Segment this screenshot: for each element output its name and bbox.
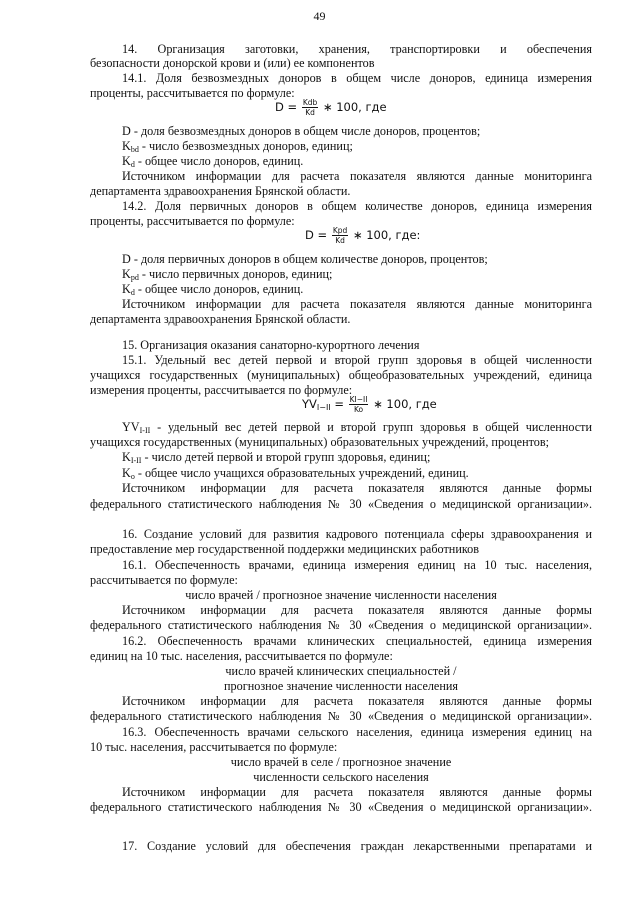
- definition-line: $K_{pd}$ - число первичных доноров, единиц;: [122, 267, 333, 282]
- item-15-1-heading: 15.1. Удельный вес детей первой и второй групп здоровья в общей численности: [122, 353, 592, 367]
- text-line: проценты, рассчитывается по формуле:: [90, 214, 295, 228]
- text-line: единиц на 10 тыс. населения, рассчитывается по формуле:: [90, 649, 393, 663]
- formula-16-2-line1: число врачей клинических специальностей /: [225, 664, 457, 678]
- source-line: Источником информации для расчета показателя являются данные формы: [122, 785, 592, 799]
- section-15-heading: 15. Организация оказания санаторно-курортного лечения: [122, 338, 420, 352]
- item-16-3-heading: 16.3. Обеспеченность врачами сельского населения, единица измерения единиц на: [122, 725, 592, 739]
- definition-line: $K_{I-II}$ - число детей первой и второй групп здоровья, единиц;: [122, 450, 431, 465]
- text-line: департамента здравоохранения Брянской области.: [90, 184, 351, 198]
- definition-line: D - доля безвозмездных доноров в общем числе доноров, процентов;: [122, 124, 481, 138]
- formula-14-1: D = $\frac{\text{Kdb}}{Kd}$ ∗ 100, где: [275, 98, 387, 117]
- item-14-2-heading: 14.2. Доля первичных доноров в общем количестве доноров, единица измерения: [122, 199, 592, 213]
- text-line: рассчитывается по формуле:: [90, 573, 238, 587]
- section-14-heading: 14. Организация заготовки, хранения, транспортировки и обеспечения: [122, 42, 592, 56]
- formula-16-1: число врачей / прогнозное значение численности населения: [185, 588, 497, 602]
- definition-line: $YV_{I-II}$ - удельный вес детей первой и второй групп здоровья в общей численности: [122, 420, 592, 435]
- item-16-2-heading: 16.2. Обеспеченность врачами клинических специальностей, единица измерения: [122, 634, 592, 648]
- source-line: Источником информации для расчета показателя являются данные формы: [122, 603, 592, 617]
- source-line: Источником информации для расчета показателя являются данные мониторинга: [122, 297, 592, 311]
- page-number: 49: [313, 9, 326, 23]
- text-line: безопасности донорской крови и (или) ее компонентов: [90, 56, 375, 70]
- text-line: федерального статистического наблюдения № 30 «Сведения о медицинской организации».: [90, 618, 592, 632]
- text-line: учащихся государственных (муниципальных) общеобразовательных учреждений, единица: [90, 368, 592, 382]
- formula-14-2: D = $\frac{\text{Kpd}}{Kd}$ ∗ 100, где:: [305, 226, 421, 245]
- definition-line: $K_d$ - общее число доноров, единиц.: [122, 154, 304, 169]
- text-line: учащихся государственных (муниципальных) образовательных учреждений, процентов;: [90, 435, 549, 449]
- text-line: департамента здравоохранения Брянской области.: [90, 312, 351, 326]
- item-16-1-heading: 16.1. Обеспеченность врачами, единица измерения единиц на 10 тыс. населения,: [122, 558, 592, 572]
- formula-16-3-line1: число врачей в селе / прогнозное значение: [230, 755, 452, 769]
- definition-line: $K_{bd}$ - число безвозмездных доноров, единиц;: [122, 139, 353, 154]
- formula-16-3-line2: численности сельского населения: [253, 770, 429, 784]
- text-line: федерального статистического наблюдения № 30 «Сведения о медицинской организации».: [90, 497, 592, 511]
- text-line: федерального статистического наблюдения № 30 «Сведения о медицинской организации».: [90, 800, 592, 814]
- text-line: измерения проценты, рассчитывается по формуле:: [90, 383, 353, 397]
- text-line: федерального статистического наблюдения № 30 «Сведения о медицинской организации».: [90, 709, 592, 723]
- definition-line: D - доля первичных доноров в общем количестве доноров, процентов;: [122, 252, 488, 266]
- source-line: Источником информации для расчета показателя являются данные формы: [122, 481, 592, 495]
- definition-line: $K_o$ - общее число учащихся образовательных учреждений, единиц.: [122, 466, 469, 481]
- formula-16-2-line2: прогнозное значение численности населения: [224, 679, 458, 693]
- source-line: Источником информации для расчета показателя являются данные формы: [122, 694, 592, 708]
- item-14-1-heading: 14.1. Доля безвозмездных доноров в общем числе доноров, единица измерения: [122, 71, 592, 85]
- text-line: 10 тыс. населения, рассчитывается по формуле:: [90, 740, 338, 754]
- text-line: предоставление мер государственной поддержки медицинских работников: [90, 542, 479, 556]
- section-17-heading: 17. Создание условий для обеспечения граждан лекарственными препаратами и: [122, 839, 592, 853]
- text-line: проценты, рассчитывается по формуле:: [90, 86, 295, 100]
- source-line: Источником информации для расчета показателя являются данные мониторинга: [122, 169, 592, 183]
- formula-15-1: $YV_{I-II}$ = $\frac{KI-II}{Ko}$ ∗ 100, где: [302, 395, 437, 414]
- section-16-heading: 16. Создание условий для развития кадрового потенциала сферы здравоохранения и: [122, 527, 592, 541]
- definition-line: $K_d$ - общее число доноров, единиц.: [122, 282, 304, 297]
